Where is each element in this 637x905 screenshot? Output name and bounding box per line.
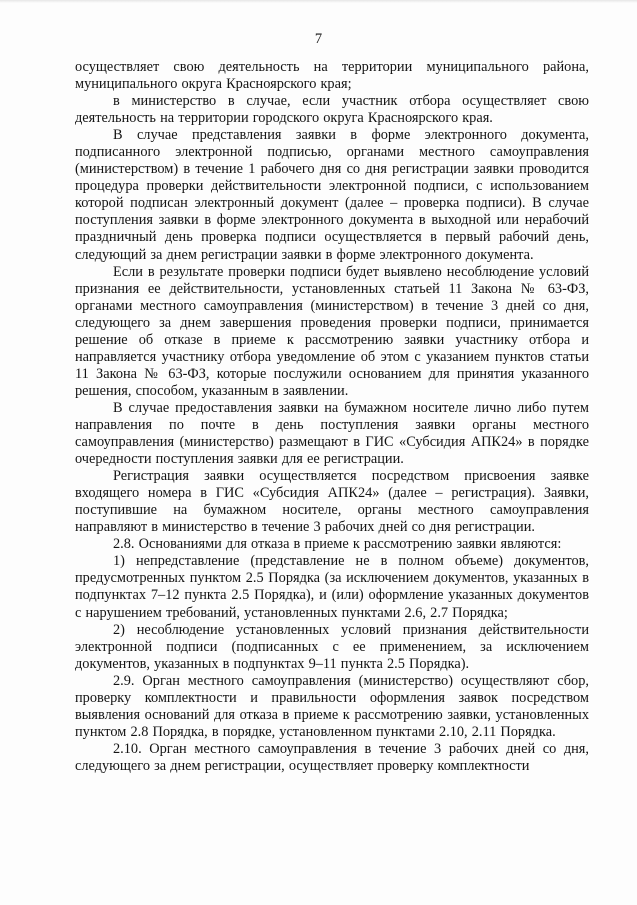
paragraph-ground-1: 1) непредставление (представление не в полном объеме) документов, предусмотренных пунктом 2.5 Порядка (за исключением документов, указанных в подпунктах 7–12 пункта 2.5 Порядка), и (или) оформление указанных документов с нарушением требований, установленных пунктами 2.6, 2.7 Порядка; (75, 553, 589, 621)
paragraph-registration: Регистрация заявки осуществляется посредством присвоения заявке входящего номера в ГИС «Субсидия АПК24» (далее – регистрация). Заявки, поступившие на бумажном носителе, органы местного самоуправления направляют в министерство в течение 3 рабочих дней со дня регистрации. (75, 468, 589, 536)
paragraph-ground-2: 2) несоблюдение установленных условий признания действительности электронной подписи (подписанных с ее применением, за исключением документов, указанных в подпунктах 9–11 пункта 2.5 Порядка). (75, 621, 589, 672)
paragraph-activity-territory: осуществляет свою деятельность на территории муниципального района, муниципального округа Красноярского края; (75, 59, 589, 93)
paragraph-ministry-case: в министерство в случае, если участник отбора осуществляет свою деятельность на территории городского округа Красноярского края. (75, 93, 589, 127)
paragraph-electronic-signature-check: В случае представления заявки в форме электронного документа, подписанного электронной подписью, органами местного самоуправления (министерством) в течение 1 рабочего дня со дня регистрации заявки проводится процедура проверки действительности электронной подписи, с использованием которой подписан электронный документ (далее – проверка подписи). В случае поступления заявки в форме электронного документа в выходной или нерабочий праздничный день проверка подписи осуществляется в первый рабочий день, следующий за днем регистрации заявки в форме электронного документа. (75, 127, 589, 263)
paragraph-2-9: 2.9. Орган местного самоуправления (министерство) осуществляют сбор, проверку комплектности и правильности оформления заявок посредством выявления оснований для отказа в приеме к рассмотрению заявки, установленных пунктом 2.8 Порядка, в порядке, установленном пунктами 2.10, 2.11 Порядка. (75, 672, 589, 740)
paragraph-2-8-grounds: 2.8. Основаниями для отказа в приеме к рассмотрению заявки являются: (113, 536, 562, 553)
page-number: 7 (314, 31, 323, 47)
paragraph-signature-invalid: Если в результате проверки подписи будет выявлено несоблюдение условий признания ее действительности, установленных статьей 11 Закона № 63-ФЗ, органами местного самоуправления (министерством) в течение 3 дней со дня, следующего за днем завершения проведения проверки подписи, принимается решение об отказе в приеме к рассмотрению заявки участнику отбора и направляется участнику отбора уведомление об этом с указанием пунктов статьи 11 Закона № 63-ФЗ, которые послужили основанием для принятия указанного решения, способом, указанным в заявлении. (75, 263, 589, 399)
paragraph-paper-submission: В случае предоставления заявки на бумажном носителе лично либо путем направления по почте в день поступления заявки органы местного самоуправления (министерство) размещают в ГИС «Субсидия АПК24» в порядке очередности поступления заявки для ее регистрации. (75, 399, 589, 468)
paragraph-2-10: 2.10. Орган местного самоуправления в течение 3 рабочих дней со дня, следующего за днем регистрации, осуществляет проверку комплектности (75, 740, 589, 774)
document-body (75, 59, 589, 775)
scan-top-edge (0, 0, 637, 3)
